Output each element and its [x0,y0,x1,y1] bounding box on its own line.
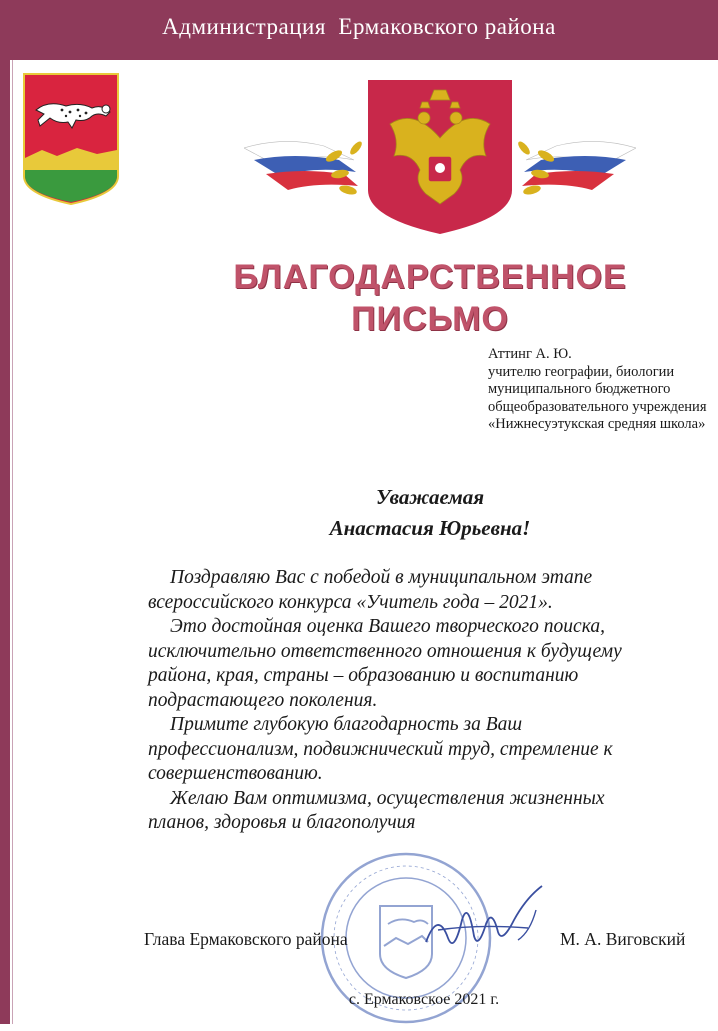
body-line: Примите глубокую благодарность за Ваш [170,714,523,735]
left-border-line [12,60,13,1024]
recipient-line: учителю географии, биологии [488,363,675,380]
header-title: Администрация Ермаковского района [162,14,556,39]
letter-title-line1: БЛАГОДАРСТВЕННОЕ [233,258,627,296]
salutation-line2: Анастасия Юрьевна! [329,516,531,540]
state-emblem-icon [244,78,636,243]
place-date: с. Ермаковское 2021 г. [348,991,500,1008]
recipient-line: муниципального бюджетного [488,381,671,397]
body-line: района, края, страны – образованию и воспитанию [148,665,579,686]
recipient-line: «Нижнесуэтукская средняя школа» [488,416,706,432]
letter-title-line2: ПИСЬМО [351,300,509,338]
signatory-role: Глава Ермаковского района [144,929,348,949]
left-border [0,60,10,1024]
handwritten-signature [418,880,558,965]
body-line: всероссийского конкурса «Учитель года – 2021». [148,591,553,613]
salutation-line1: Уважаемая [375,485,485,509]
recipient-block [488,346,716,434]
body-line: Это достойная оценка Вашего творческого поиска, [170,616,605,637]
body-line: подрастающего поколения. [148,689,378,711]
body-line: Желаю Вам оптимизма, осуществления жизненных [170,787,605,809]
body-line: исключительно ответственного отношения к будущему [148,640,622,662]
body-line: профессионализм, подвижнический труд, стремление к [148,738,613,760]
recipient-line: общеобразовательного учреждения [488,398,707,415]
signatory-name: М. А. Виговский [560,929,686,949]
body-line: планов, здоровья и благополучия [148,812,416,833]
district-crest-icon [22,72,120,211]
body-line: Поздравляю Вас с победой в муниципальном этапе [170,567,593,588]
recipient-line: Аттинг А. Ю. [488,346,572,362]
letter-body [148,566,708,836]
body-line: совершенствованию. [148,763,323,784]
